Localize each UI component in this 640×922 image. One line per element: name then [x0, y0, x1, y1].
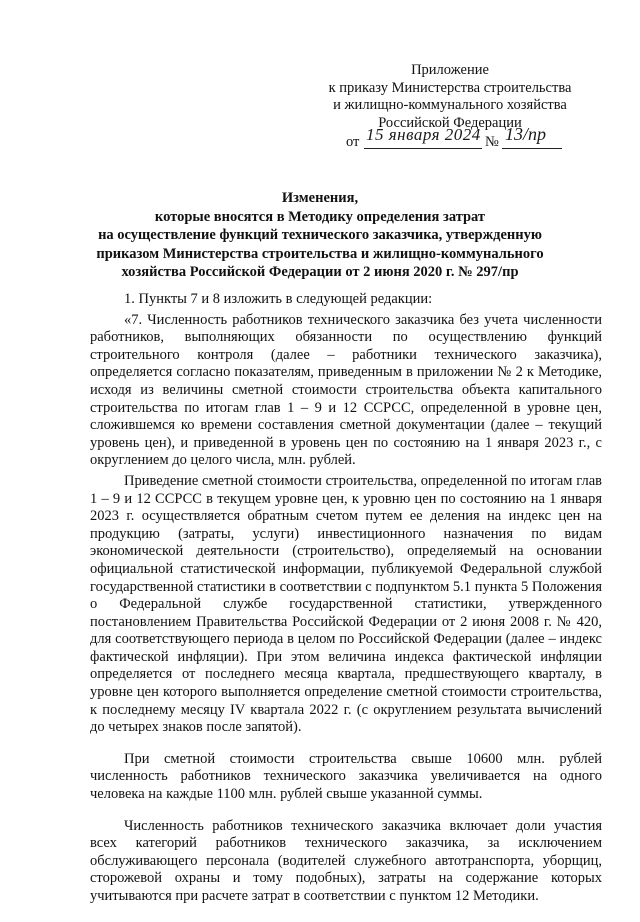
- appendix-order-ref: к приказу Министерства строительства: [328, 79, 572, 96]
- appendix-country: Российской Федерации: [378, 114, 522, 131]
- item-1: 1. Пункты 7 и 8 изложить в следующей редакции:: [124, 291, 433, 307]
- order-date-line: [300, 124, 600, 152]
- handwritten-order-date: 15 января 2024: [366, 125, 481, 144]
- order-prefix: от: [346, 134, 360, 150]
- appendix-header: [300, 62, 600, 152]
- order-number-label: №: [485, 134, 499, 150]
- title-line-4: приказом Министерства строительства и жилищно-коммунального: [96, 245, 544, 262]
- title-line-1: Изменения,: [281, 190, 359, 206]
- paragraph-over-10600: При сметной стоимости строительства свыше 10600 млн. рублей численность работников технического заказчика увеличивается на одного человека на каждые 1100 млн. рублей свыше указанной суммы.: [90, 750, 602, 803]
- title-line-2: которые вносятся в Методику определения затрат: [154, 208, 486, 225]
- paragraph-price-conversion: Приведение сметной стоимости строительства, определенной по итогам глав 1 – 9 и 12 ССРСС в текущем уровне цен, к уровню цен по состоянию на 1 января 2023 г. осуществляется обратным счетом путем ее деления на индекс цен на продукцию (затраты, услуги) инвестиционного назначения по видам экономической деятельности (строительство), определяемый на основании официальной статистической информации, публикуемой Федеральной службой государственной статистики в соответствии с подпунктом 5.1 пункта 5 Положения о Федеральной службе государственной статистики, утвержденного постановлением Правительства Российской Федерации от 2 июня 2008 г. № 420, для соответствующего периода в целом по Российской Федерации (далее – индекс фактической инфляции). При этом величина индекса фактической инфляции определяется от последнего месяца квартала, предшествующего кварталу, в уровне цен которого выполняется определение сметной стоимости строительства, к последнему месяцу IV квартала 2022 г. (с округлением результата вычислений до четырех знаков после запятой).: [90, 472, 602, 736]
- number-underline: [502, 148, 562, 149]
- document-body: [90, 291, 602, 906]
- document-title: [80, 189, 560, 282]
- title-line-3: на осуществление функций технического заказчика, утвержденную: [98, 227, 542, 243]
- paragraph-staff-composition: Численность работников технического заказчика включает доли участия всех категорий работников технического заказчика, за исключением обслуживающего персонала (водителей служебного автотранспорта, уборщиц, сторожевой охраны и тому подобных), затраты на содержание которых учитываются при расчете затрат в соответствии с пунктом 12 Методики.: [90, 817, 602, 904]
- paragraph-7: «7. Численность работников технического заказчика без учета численности работников, выполняющих обязанности по осуществлению функций строительного контроля (далее – работники технического заказчика), определяется согласно показателям, приведенным в приложении № 2 к Методике, исходя из величины сметной стоимости строительства объекта капитального строительства по итогам глав 1 – 9 и 12 ССРСС, определенной в уровне цен, сложившемся ко времени составления сметной документации (далее – текущий уровень цен), и приведенной в уровень цен по состоянию на 1 января 2023 г., с округлением до целого числа, млн. рублей.: [90, 311, 602, 469]
- title-line-5: хозяйства Российской Федерации от 2 июня 2020 г. № 297/пр: [121, 264, 519, 280]
- handwritten-order-number: 13/пр: [505, 124, 547, 144]
- appendix-ministry: и жилищно-коммунального хозяйства: [333, 97, 567, 113]
- date-underline: [364, 148, 482, 149]
- appendix-label: Приложение: [411, 62, 489, 78]
